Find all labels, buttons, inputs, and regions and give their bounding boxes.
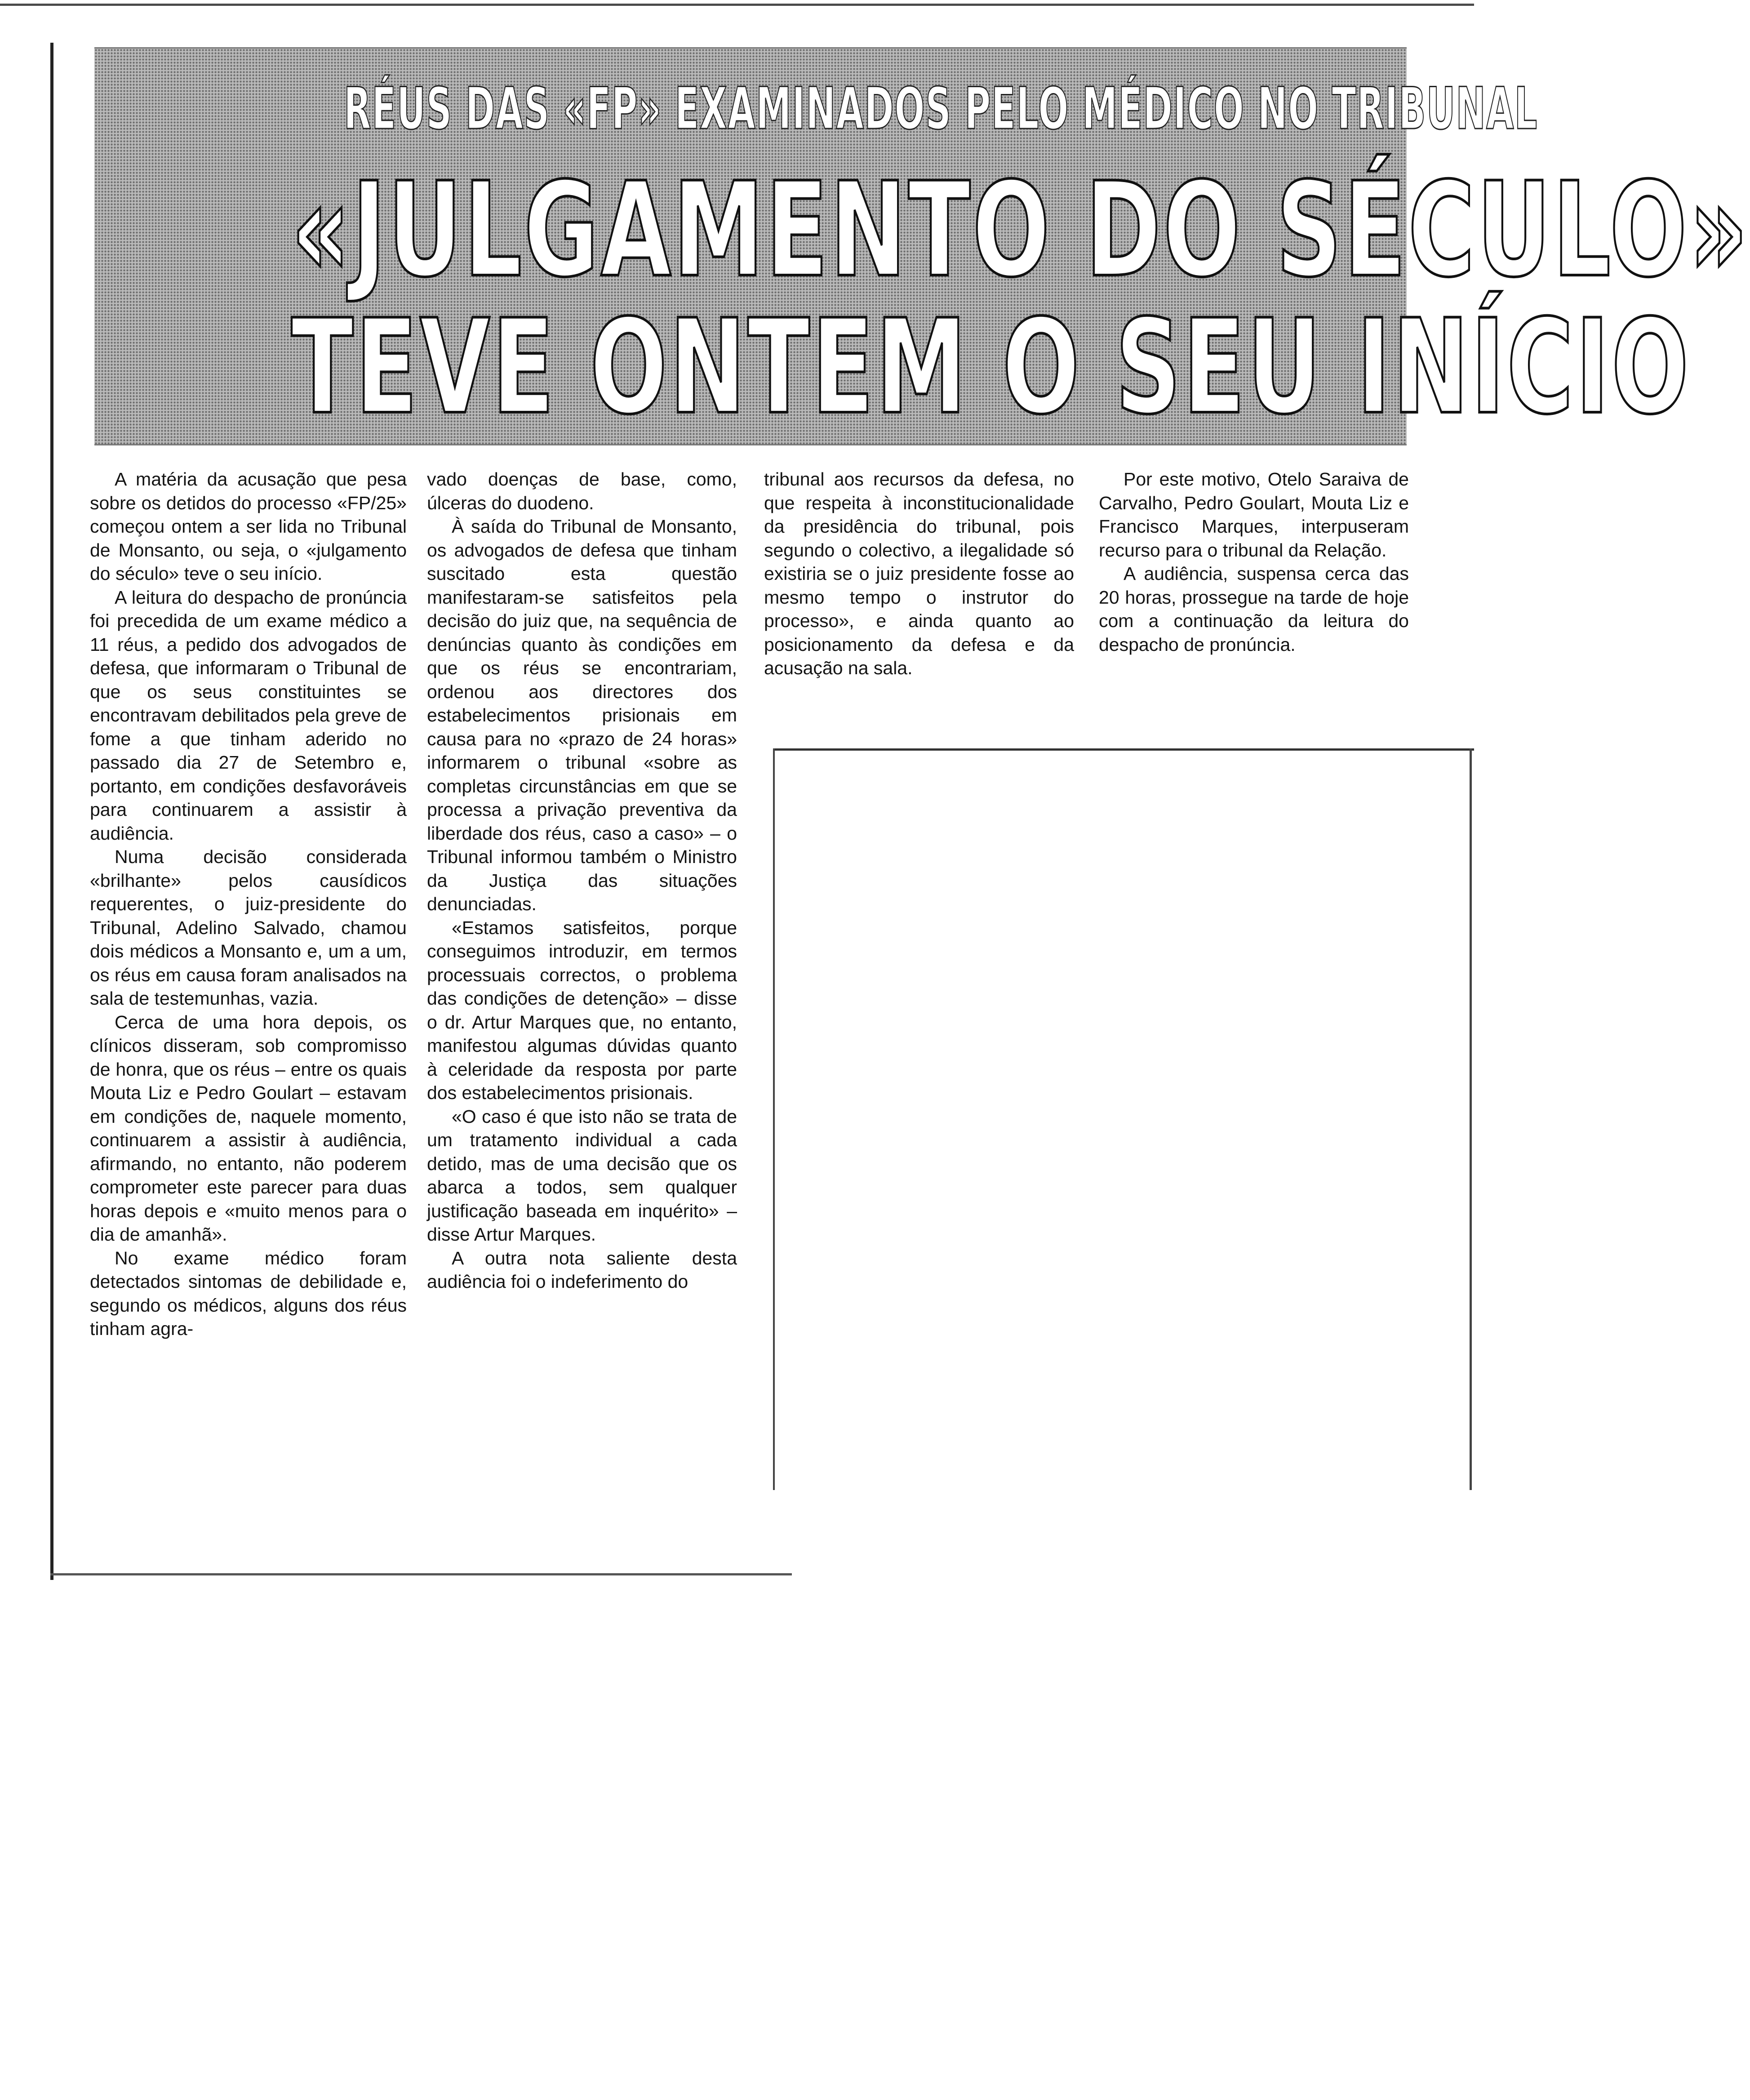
headline-line-1: «JULGAMENTO DO SÉCULO» [291, 155, 1750, 306]
paragraph: Cerca de uma hora depois, os clínicos disseram, sob compromisso de honra, que os réus – entre os quais Mouta Liz e Pedro Goulart – estavam em condições de, naquele momento, continuarem a assistir à audiência, afirmando, no entanto, não poderem comprometer este parecer para duas horas depois e «muito menos para o dia de amanhã». [90, 1011, 407, 1245]
paragraph: À saída do Tribunal de Monsanto, os advogados de defesa que tinham suscitado esta questão manifestaram-se satisfeitos pela decisão do juiz que, na sequência de denúncias quanto às condições em que os réus se encontrariam, ordenou aos directores dos estabelecimentos prisionais em causa para no «prazo de 24 horas» informarem o tribunal «sobre as completas circunstâncias em que se processa a privação preventiva da liberdade dos réus, caso a caso» – o Tribunal informou também o Ministro da Justiça das situações denunciadas. [427, 516, 737, 914]
paragraph: A leitura do despacho de pronúncia foi precedida de um exame médico a 11 réus, a pedido dos advogados de defesa, que informaram o Tribunal de que os seus constituintes se encontravam debilitados pela greve de fome a que tinham aderido no passado dia 27 de Setembro e, portanto, em condições desfavoráveis para continuarem a assistir à audiência. [90, 587, 407, 844]
empty-box-left-border [773, 748, 775, 1490]
paragraph: No exame médico foram detectados sintomas de debilidade e, segundo os médicos, alguns dos réus tinham agra- [90, 1247, 407, 1339]
paragraph: «Estamos satisfeitos, porque conseguimos introduzir, em termos processuais correctos, o problema das condições de detenção» – disse o dr. Artur Marques que, no entanto, manifestou algumas dúvidas quanto à celeridade da resposta por parte dos estabelecimentos prisionais. [427, 917, 737, 1103]
article-column-3 [764, 467, 1074, 680]
paragraph: Por este motivo, Otelo Saraiva de Carvalho, Pedro Goulart, Mouta Liz e Francisco Marques, interpuseram recurso para o tribunal da Relação. [1099, 469, 1409, 561]
top-rule [0, 4, 1474, 6]
paragraph: A matéria da acusação que pesa sobre os detidos do processo «FP/25» começou ontem a ser lida no Tribunal de Monsanto, ou seja, o «julgamento do século» teve o seu início. [90, 469, 407, 584]
paragraph: Numa decisão considerada «brilhante» pelos causídicos requerentes, o juiz-presidente do Tribunal, Adelino Salvado, chamou dois médicos a Monsanto e, um a um, os réus em causa foram analisados na sala de testemunhas, vazia. [90, 846, 407, 1009]
empty-box-top-border [773, 748, 1474, 751]
clipping-bottom-border [50, 1573, 792, 1575]
paragraph: vado doenças de base, como, úlceras do duodeno. [427, 469, 737, 513]
article-column-1 [90, 467, 407, 1341]
paragraph: tribunal aos recursos da defesa, no que respeita à inconstitucionalidade da presidência do tribunal, pois segundo o colectivo, a ilegalidade só existiria se o juiz presidente fosse ao mesmo tempo o instrutor do processo», e ainda quanto ao posicionamento da defesa e da acusação na sala. [764, 469, 1074, 678]
paragraph: A outra nota saliente desta audiência foi o indeferimento do [427, 1247, 737, 1292]
paragraph: «O caso é que isto não se trata de um tratamento individual a cada detido, mas de uma decisão que os abarca a todos, sem qualquer justificação baseada em inquérito» – disse Artur Marques. [427, 1106, 737, 1245]
article-column-4 [1099, 467, 1409, 656]
clipping-left-border [50, 43, 53, 1580]
headline-banner [94, 47, 1750, 445]
paragraph: A audiência, suspensa cerca das 20 horas, prossegue na tarde de hoje com a continuação da leitura do despacho de pronúncia. [1099, 563, 1409, 655]
headline-line-2: TEVE ONTEM O SEU INÍCIO [291, 292, 1691, 443]
kicker: RÉUS DAS «FP» EXAMINADOS PELO MÉDICO NO TRIBUNAL [343, 76, 1538, 142]
article-column-2 [427, 467, 737, 1294]
empty-box-right-border [1470, 748, 1472, 1490]
